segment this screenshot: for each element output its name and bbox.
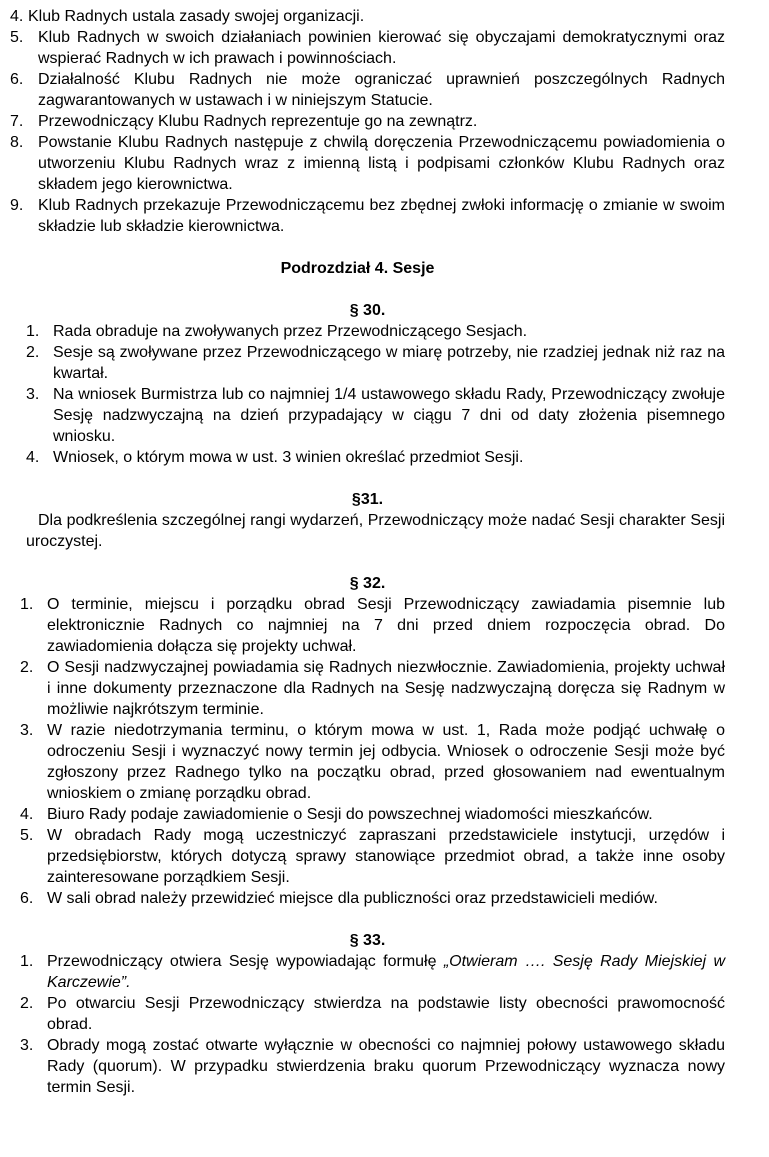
item-number: 2. [26,344,40,361]
list-item [10,69,725,111]
section-31-title: §31. [351,491,384,508]
list-item [10,132,725,195]
list-item [20,720,725,804]
item-text: Powstanie Klubu Radnych następuje z chwilą doręczenia Przewodniczącemu powiadomienia o utworzeniu Klubu Radnych wraz z imienną listą i podpisami członków Klubu Radnych oraz składem jego kierownictwa. [38,134,725,193]
item-text: Działalność Klubu Radnych nie może ograniczać uprawnień poszczególnych Radnych zagwarantowanych w ustawach i w niniejszym Statucie. [38,71,725,109]
section-31-text: Dla podkreślenia szczególnej rangi wydarzeń, Przewodniczący może nadać Sesji charakter Sesji uroczystej. [26,512,725,550]
item-number: 1. [20,953,34,970]
item-text: W sali obrad należy przewidzieć miejsce dla publiczności oraz przedstawicieli mediów. [47,890,658,907]
item-number: 4. [26,449,40,466]
section-33-list [10,951,725,1098]
item-number: 3. [20,722,34,739]
item-text: Na wniosek Burmistrza lub co najmniej 1/4 ustawowego składu Rady, Przewodniczący zwołuje Sesję nadzwyczajną na dzień przypadający w ciągu 7 dni od daty złożenia pisemnego wniosku. [53,386,725,445]
item-number: 2. [20,995,34,1012]
item-text: Sesje są zwoływane przez Przewodniczącego w miarę potrzeby, nie rzadziej jednak niż raz na kwartał. [53,344,725,382]
list-item [26,342,725,384]
list-item [20,804,725,825]
list-item [20,825,725,888]
item-text: Biuro Rady podaje zawiadomienie o Sesji do powszechnej wiadomości mieszkańców. [47,806,653,823]
item-number: 6. [20,890,34,907]
item-text: Klub Radnych w swoich działaniach powinien kierować się obyczajami demokratycznymi oraz wspierać Radnych w ich prawach i powinnościach. [38,29,725,67]
section-30-title: § 30. [349,302,386,319]
list-item [26,384,725,447]
item-number: 3. [26,386,40,403]
list-item [10,27,725,69]
item-text: Przewodniczący Klubu Radnych reprezentuje go na zewnątrz. [38,113,478,130]
list-item [10,195,725,237]
item-text: Obrady mogą zostać otwarte wyłącznie w obecności co najmniej połowy ustawowego składu Rady (quorum). W przypadku stwierdzenia braku quorum Przewodniczący wyznacza nowy termin Sesji. [47,1037,725,1096]
section-32-title: § 32. [349,575,386,592]
item-number: 5. [20,827,34,844]
section-30-list [10,321,725,468]
list-item [20,888,725,909]
item-text: Klub Radnych przekazuje Przewodniczącemu bez zbędnej zwłoki informację o zmianie w swoim składzie lub składzie kierownictwa. [38,197,725,235]
section-32-list [10,594,725,909]
item-text: W obradach Rady mogą uczestniczyć zapraszani przedstawiciele instytucji, urzędów i przedsiębiorstw, których dotyczą sprawy stanowiące przedmiot obrad, a także inne osoby zainteresowane porządkiem Sesji. [47,827,725,886]
item-number: 3. [20,1037,34,1054]
item-text: O Sesji nadzwyczajnej powiadamia się Radnych niezwłocznie. Zawiadomienia, projekty uchwał i inne dokumenty przeznaczone dla Radnych na Sesję nadzwyczajną doręcza się Radnym w możliwie najkrótszym terminie. [47,659,725,718]
list-item [10,111,725,132]
item-text: W razie niedotrzymania terminu, o którym mowa w ust. 1, Rada może podjąć uchwałę o odroczeniu Sesji i wyznaczyć nowy termin jej odbycia. Wniosek o odroczenie Sesji może być zgłoszony przez Radnego tylko na początku obrad, przed głosowaniem nad ewentualnym wnioskiem o zmianę porządku obrad. [47,722,725,802]
item-number: 4. [20,806,34,823]
list-item [20,1035,725,1098]
list-item [26,321,725,342]
item-number: 4. [10,8,24,25]
item-text: O terminie, miejscu i porządku obrad Sesji Przewodniczący zawiadamia pisemnie lub elektronicznie Radnych co najmniej na 7 dni przed dniem rozpoczęcia obrad. Do zawiadomienia dołącza się projekty uchwał. [47,596,725,655]
club-rules-list [10,6,725,237]
item-text: Wniosek, o którym mowa w ust. 3 winien określać przedmiot Sesji. [53,449,524,466]
item-text: Przewodniczący otwiera Sesję wypowiadając formułę [47,953,444,970]
item-text: Rada obraduje na zwoływanych przez Przewodniczącego Sesjach. [53,323,528,340]
item-text: Po otwarciu Sesji Przewodniczący stwierdza na podstawie listy obecności prawomocność obrad. [47,995,725,1033]
item-number: 9. [10,197,24,214]
item-number: 8. [10,134,24,151]
opening-formula-quote: „Otwieram …. Sesję Rady Miejskiej w Karczewie”. [47,953,725,991]
list-item [26,447,725,468]
item-number: 5. [10,29,24,46]
item-number: 6. [10,71,24,88]
section-33-title: § 33. [349,932,386,949]
item-number: 1. [20,596,34,613]
list-item [10,6,725,27]
item-text: Klub Radnych ustala zasady swojej organizacji. [28,8,365,25]
list-item [20,951,725,993]
list-item [20,993,725,1035]
subsection-title: Podrozdział 4. Sesje [280,260,435,277]
item-number: 1. [26,323,40,340]
list-item [20,657,725,720]
list-item [20,594,725,657]
item-number: 7. [10,113,24,130]
item-number: 2. [20,659,34,676]
